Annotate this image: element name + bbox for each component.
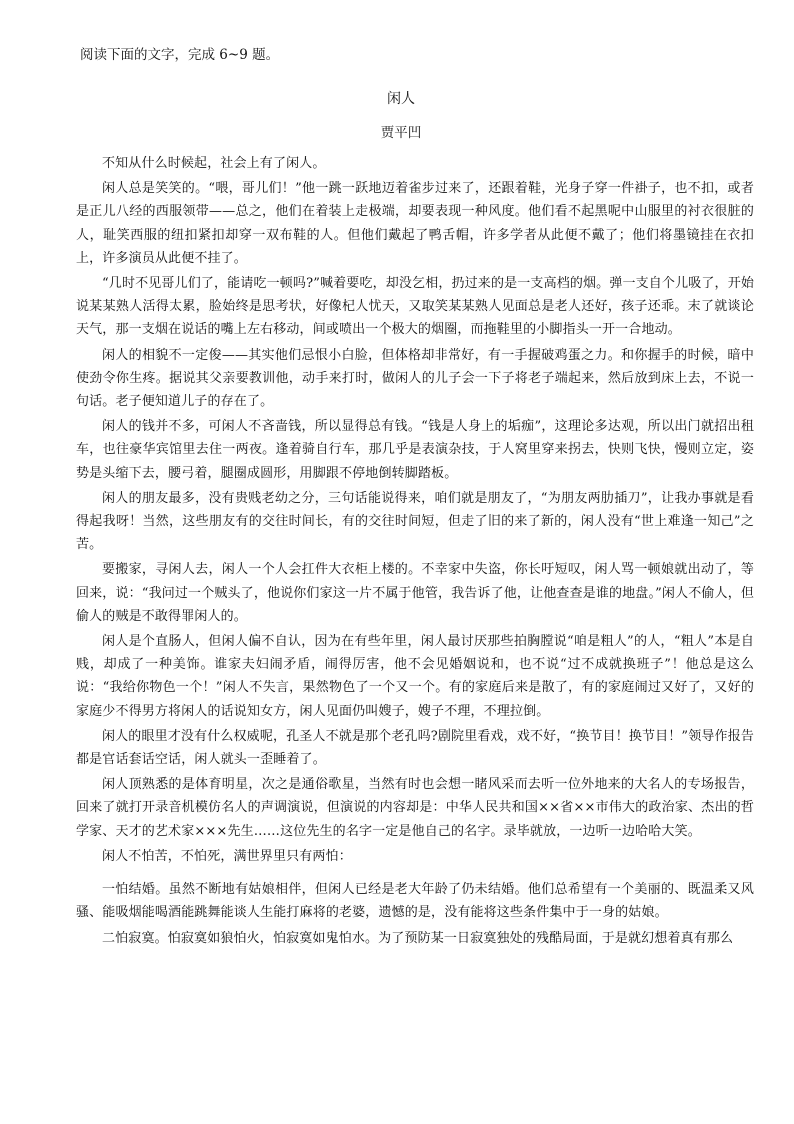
article-author: 贾平凹: [380, 125, 422, 141]
paragraph-1: 不知从什么时候起，社会上有了闲人。: [102, 156, 326, 171]
paragraph-13: 二怕寂寞。怕寂寞如狼怕火，怕寂寞如鬼怕水。为了预防某一日寂寞独处的残酷局面，于是就幻想着真有那么: [102, 930, 734, 946]
paragraph-8: 闲人是个直肠人，但闲人偏不自认，因为在有些年里，闲人最讨厌那些拍胸膛说“咱是粗人”的人，“粗人”本是自贱，却成了一种美饰。谁家夫妇闹矛盾，闹得厉害，他不会见婚姻说和，也不说“过不成就换班子”！他总是这么说：“我给你物色一个！”闲人不失言，果然物色了一个又一个。有的家庭后来是散了，有的家庭闹过又好了，又好的家庭少不得男方将闲人的话说知女方，闲人见面仍叫嫂子，嫂子不理，不理拉倒。: [76, 634, 754, 719]
paragraph-10: 闲人顶熟悉的是体育明星，次之是通俗歌星，当然有时也会想一睹风采而去听一位外地来的大名人的专场报告，回来了就打开录音机模仿名人的声调演说，但演说的内容却是：中华人民共和国××省××市伟大的政治家、杰出的哲学家、天才的艺术家×××先生……这位先生的名字一定是他自己的名字。录毕就放，一边听一边哈哈大笑。: [76, 777, 754, 839]
paragraph-5: 闲人的钱并不多，可闲人不吝啬钱，所以显得总有钱。“钱是人身上的垢痂”，这理论多达观，所以出门就招出租车，也往豪华宾馆里去住一两夜。逢着骑自行车，那几乎是表演杂技，于人窝里穿来拐去，快则飞快，慢则立定，姿势是头缩下去，腰弓着，腿圈成圆形，用脚跟不停地倒转脚踏板。: [76, 419, 754, 481]
paragraph-11: 闲人不怕苦，不怕死，满世界里只有两怕：: [102, 848, 352, 864]
paragraph-12: 一怕结婚。虽然不断地有姑娘相伴，但闲人已经是老大年龄了仍未结婚。他们总希望有一个美丽的、既温柔又风骚、能吸烟能喝酒能跳舞能谈人生能打麻将的老婆，遗憾的是，没有能将这些条件集中于一身的姑娘。: [76, 882, 754, 921]
paragraph-4: 闲人的相貌不一定俊——其实他们忌恨小白脸，但体格却非常好，有一手握破鸡蛋之力。和你握手的时候，暗中使劲令你生疼。据说其父亲要教训他，动手来打时，做闲人的儿子会一下子将老子端起来，然后放到床上去，不说一句话。老子便知道儿子的存在了。: [76, 347, 754, 410]
paragraph-9: 闲人的眼里才没有什么权威呢，孔圣人不就是那个老孔吗?剧院里看戏，戏不好，“换节目！换节目！”领导作报告都是官话套话空话，闲人就头一歪睡着了。: [76, 728, 754, 768]
article-title: 闲人: [387, 91, 415, 107]
paragraph-6: 闲人的朋友最多，没有贵贱老幼之分，三句话能说得来，咱们就是朋友了，“为朋友两肋插刀”，让我办事就是看得起我呀！当然，这些朋友有的交往时间长，有的交往时间短，但走了旧的来了新的，闲人没有“世上难逢一知己”之苦。: [76, 490, 754, 553]
reading-instruction: 阅读下面的文字，完成 6~9 题。: [80, 47, 280, 63]
paragraph-7: 要搬家，寻闲人去，闲人一个人会扛件大衣柜上楼的。不幸家中失盗，你长吁短叹，闲人骂一顿娘就出动了，等回来，说：“我问过一个贼头了，他说你们家这一片不属于他管，我告诉了他，让他查查是谁的地盘。”闲人不偷人，但偷人的贼是不敢得罪闲人的。: [76, 562, 754, 624]
paragraph-3: “几时不见哥儿们了，能请吃一顿吗?”喊着要吃，却没乞相，扔过来的是一支高档的烟。弹一支自个儿吸了，开始说某某熟人活得太累，脸始终是思考状，好像杞人忧天，又取笑某某熟人见面总是老人还好，孩子还乖。末了就谈论天气，那一支烟在说话的嘴上左右移动，间或喷出一个极大的烟圈，而拖鞋里的小脚指头一开一合地动。: [76, 276, 754, 338]
paragraph-2: 闲人总是笑笑的。“喂，哥儿们！”他一跳一跃地迈着雀步过来了，还跟着鞋，光身子穿一件褂子，也不扣，或者是正儿八经的西服领带——总之，他们在着装上走极端，却要表现一种风度。他们看不起黑呢中山服里的衬衣很脏的人，耻笑西服的纽扣紧扣却穿一双布鞋的人。但他们戴起了鸭舌帽，许多学者从此便不戴了；他们将墨镜挂在衣扣上，许多演员从此便不挂了。: [76, 181, 754, 266]
